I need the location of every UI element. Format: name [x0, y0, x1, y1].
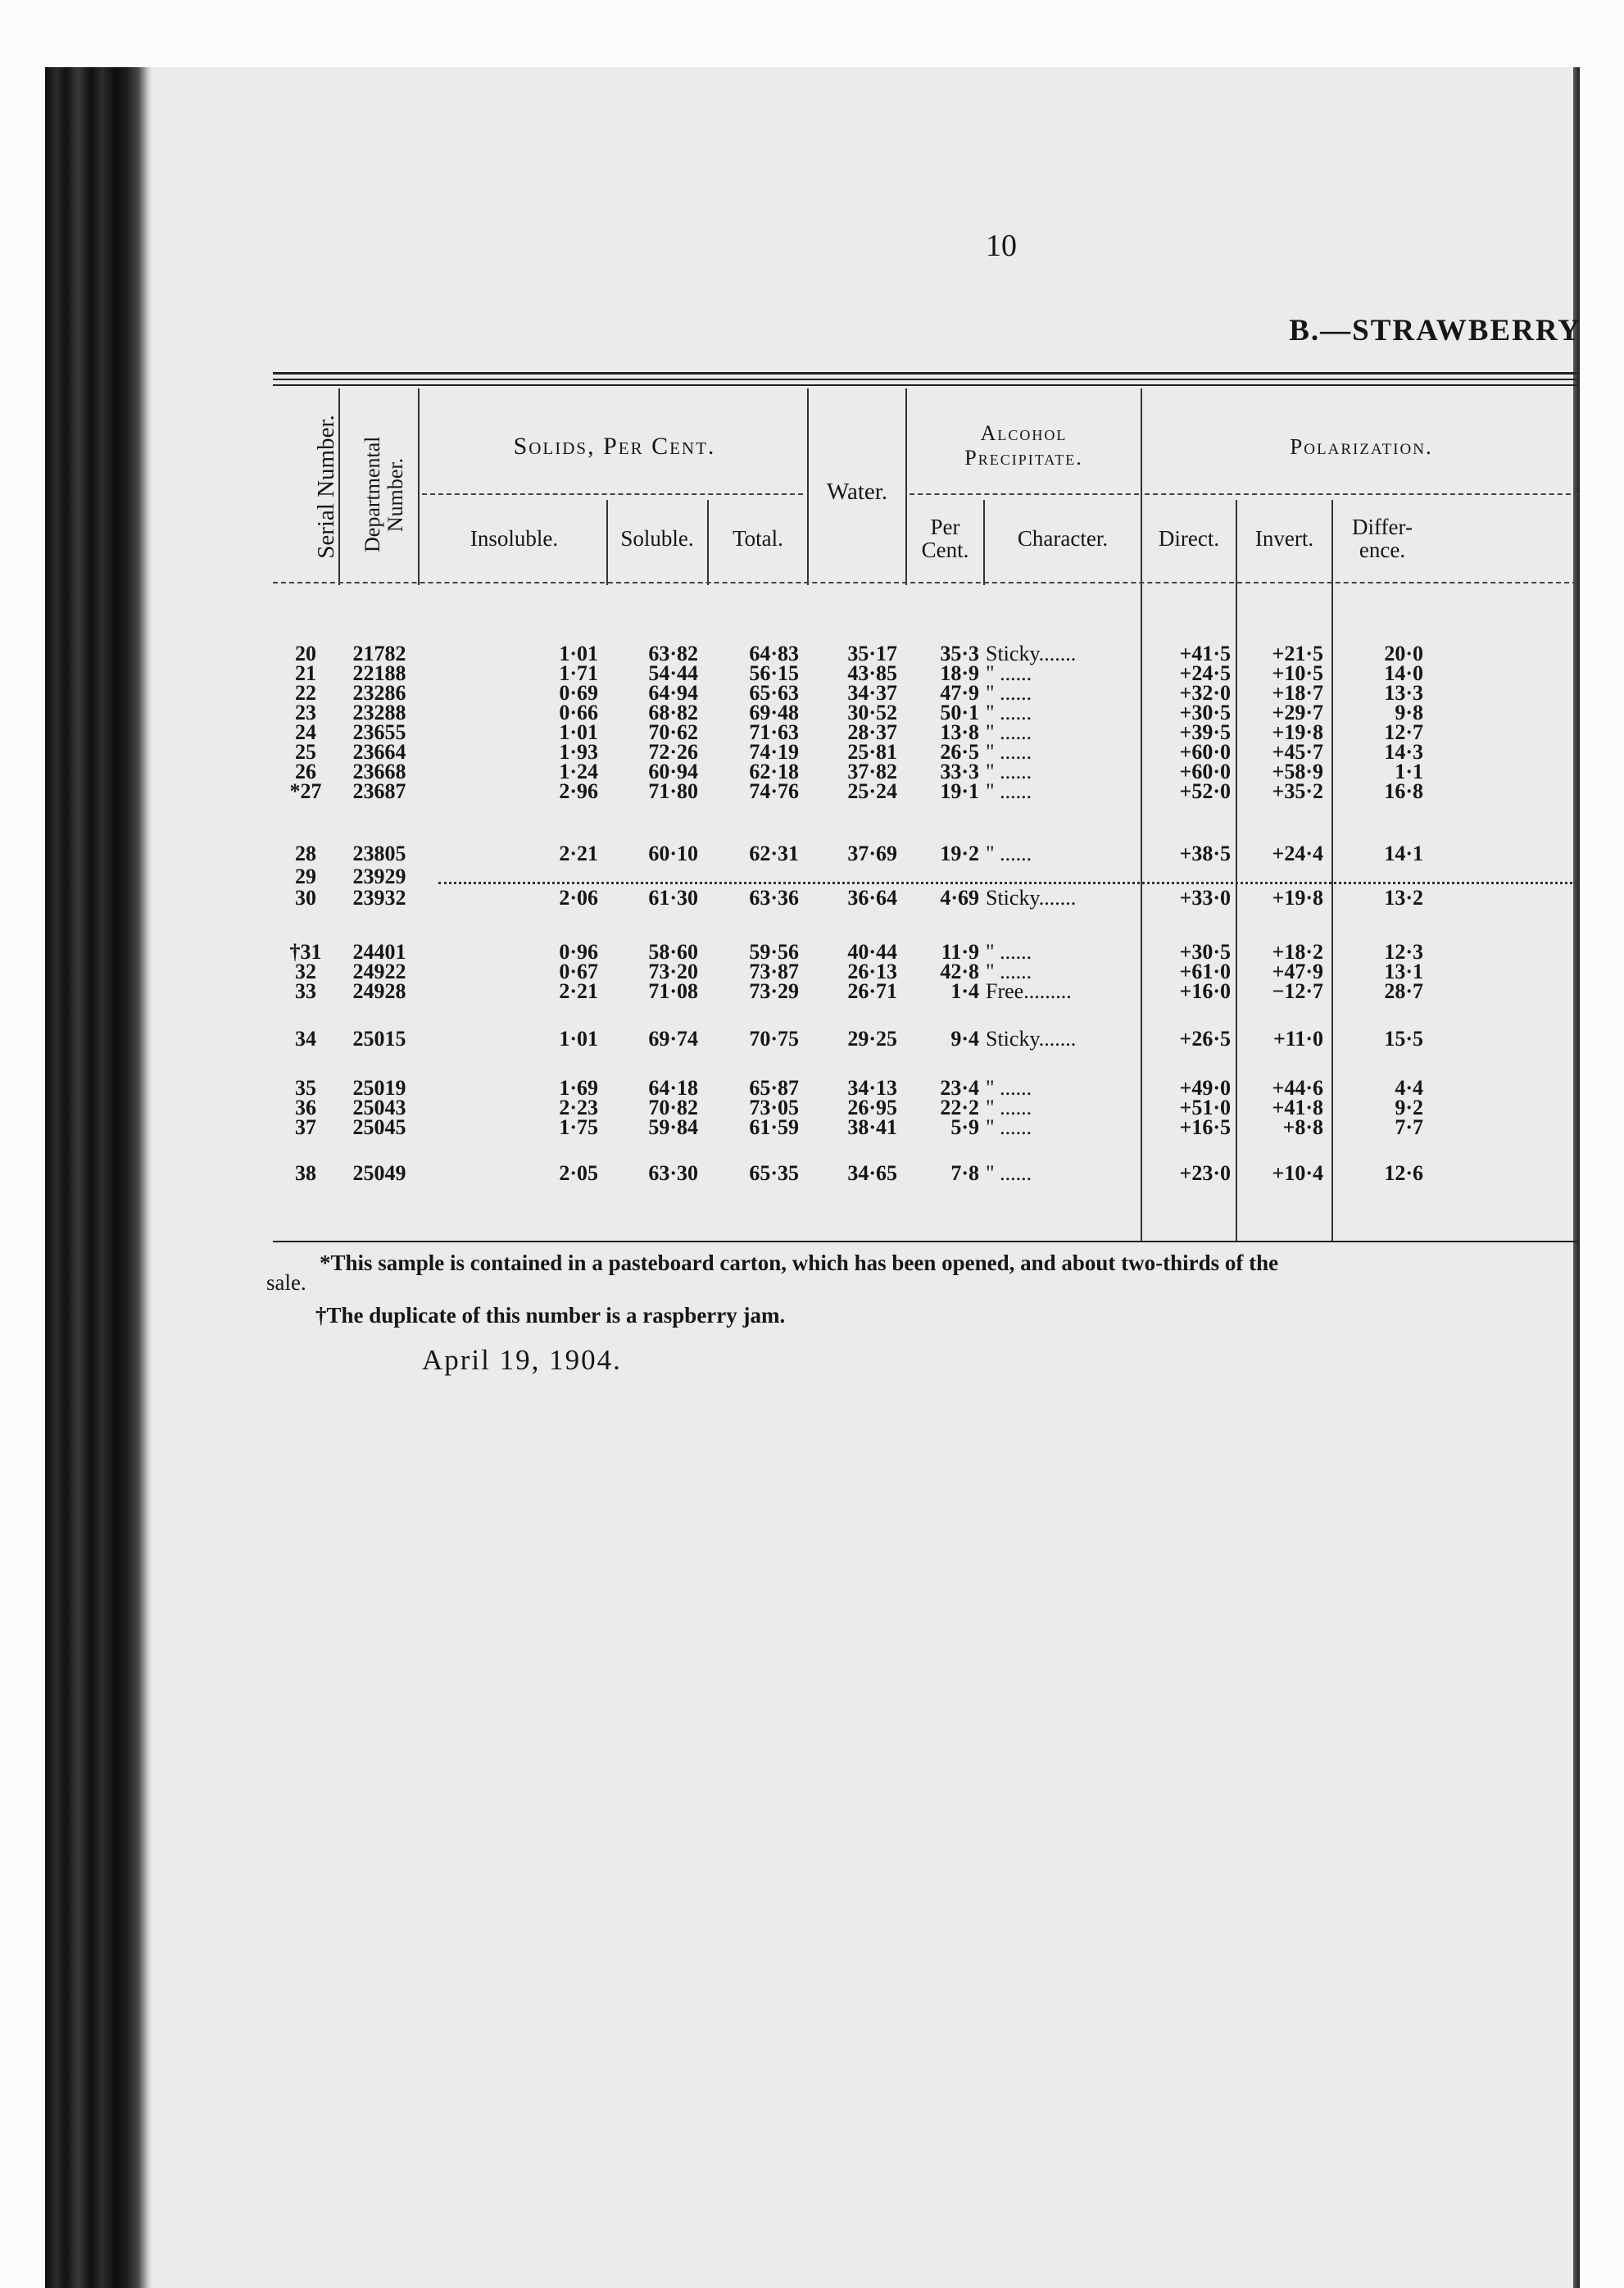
cell-per-cent: 4·69	[940, 886, 979, 910]
cell-difference: 7·7	[1395, 1115, 1423, 1139]
cell-serial: 29	[295, 865, 316, 888]
cell-difference: 1·1	[1395, 760, 1423, 783]
cell-per-cent: 26·5	[940, 740, 979, 764]
header-soluble: Soluble.	[620, 526, 694, 551]
cell-invert: +19·8	[1272, 720, 1323, 744]
cell-per-cent: 50·1	[940, 701, 979, 724]
cell-insoluble: 2·06	[559, 886, 598, 910]
empty-row-leader	[438, 882, 1577, 884]
cell-water: 25·24	[847, 779, 897, 803]
cell-difference: 13·2	[1384, 886, 1423, 910]
cell-insoluble: 1·69	[559, 1076, 598, 1100]
header-character: Character.	[1017, 526, 1109, 551]
cell-water: 35·17	[847, 642, 897, 665]
cell-soluble: 73·20	[648, 960, 698, 983]
cell-per-cent: 5·9	[950, 1115, 979, 1139]
table-top-rule-3	[273, 384, 1577, 386]
cell-serial: 38	[295, 1161, 316, 1185]
cell-total: 73·87	[749, 960, 799, 983]
cell-difference: 14·3	[1384, 740, 1423, 764]
cell-departmental: 23286	[352, 681, 406, 705]
cell-insoluble: 0·67	[559, 960, 598, 983]
cell-character: " ......	[986, 661, 1032, 685]
cell-difference: 20·0	[1384, 642, 1423, 665]
cell-invert: +29·7	[1272, 701, 1323, 724]
cell-direct: +16·0	[1179, 979, 1231, 1003]
cell-insoluble: 2·05	[559, 1161, 598, 1185]
cell-direct: +61·0	[1179, 960, 1231, 983]
cell-serial: 21	[295, 661, 316, 685]
page-right-edge	[1573, 67, 1580, 2288]
cell-serial: 34	[295, 1027, 316, 1051]
cell-invert: +8·8	[1282, 1115, 1323, 1139]
cell-difference: 14·1	[1384, 842, 1423, 865]
cell-departmental: 23655	[352, 720, 406, 744]
cell-serial: 26	[295, 760, 316, 783]
cell-direct: +60·0	[1179, 760, 1231, 783]
cell-direct: +32·0	[1179, 681, 1231, 705]
header-water: Water.	[826, 479, 888, 505]
cell-difference: 9·8	[1395, 701, 1423, 724]
cell-water: 26·13	[847, 960, 897, 983]
cell-difference: 9·2	[1395, 1096, 1423, 1119]
cell-water: 37·69	[847, 842, 897, 865]
cell-serial: 30	[295, 886, 316, 910]
cell-soluble: 63·30	[648, 1161, 698, 1185]
cell-soluble: 71·08	[648, 979, 698, 1003]
cell-difference: 4·4	[1395, 1076, 1423, 1100]
cell-character: " ......	[986, 720, 1032, 744]
cell-character: Sticky.......	[986, 642, 1077, 665]
page-heading: B.—STRAWBERRY	[1289, 314, 1581, 347]
cell-total: 65·35	[749, 1161, 799, 1185]
cell-soluble: 60·94	[648, 760, 698, 783]
cell-water: 34·37	[847, 681, 897, 705]
header-alcohol-line1: Alcohol	[980, 421, 1068, 445]
cell-per-cent: 11·9	[941, 940, 979, 964]
cell-soluble: 60·10	[648, 842, 698, 865]
cell-serial: 33	[295, 979, 316, 1003]
cell-direct: +52·0	[1179, 779, 1231, 803]
cell-total: 71·63	[749, 720, 799, 744]
cell-difference: 13·1	[1384, 960, 1423, 983]
cell-departmental: 24922	[352, 960, 406, 983]
header-solids-group: Solids, Per Cent.	[513, 433, 716, 460]
cell-total: 56·15	[749, 661, 799, 685]
cell-difference: 12·6	[1384, 1161, 1423, 1185]
cell-difference: 28·7	[1384, 979, 1423, 1003]
group-rule-solids	[422, 493, 803, 495]
cell-water: 30·52	[847, 701, 897, 724]
cell-difference: 12·3	[1384, 940, 1423, 964]
cell-character: " ......	[986, 740, 1032, 764]
table-bottom-rule	[273, 1241, 1577, 1242]
cell-total: 65·63	[749, 681, 799, 705]
cell-invert: +47·9	[1272, 960, 1323, 983]
cell-soluble: 61·30	[648, 886, 698, 910]
cell-character: Sticky.......	[986, 1027, 1077, 1051]
cell-serial: 36	[295, 1096, 316, 1119]
footnote-star-line1: *This sample is contained in a pasteboard carton, which has been opened, and about two-thirds of the	[320, 1251, 1279, 1275]
cell-water: 43·85	[847, 661, 897, 685]
cell-insoluble: 0·66	[559, 701, 598, 724]
cell-insoluble: 1·71	[559, 661, 598, 685]
cell-serial: 22	[295, 681, 316, 705]
col-divider	[418, 388, 420, 585]
cell-soluble: 68·82	[648, 701, 698, 724]
cell-total: 70·75	[749, 1027, 799, 1051]
cell-direct: +39·5	[1179, 720, 1231, 744]
cell-insoluble: 2·96	[559, 779, 598, 803]
page-number: 10	[986, 229, 1017, 263]
cell-departmental: 21782	[352, 642, 406, 665]
group-rule-polarization	[1145, 493, 1579, 495]
cell-direct: +26·5	[1179, 1027, 1231, 1051]
header-bottom-rule	[273, 582, 1577, 583]
cell-per-cent: 19·1	[940, 779, 979, 803]
group-rule-alcohol	[910, 493, 1139, 495]
cell-departmental: 23932	[352, 886, 406, 910]
cell-direct: +41·5	[1179, 642, 1231, 665]
cell-character: " ......	[986, 1161, 1032, 1185]
cell-direct: +30·5	[1179, 940, 1231, 964]
cell-invert: +10·5	[1272, 661, 1323, 685]
cell-character: " ......	[986, 701, 1032, 724]
cell-soluble: 54·44	[648, 661, 698, 685]
cell-soluble: 71·80	[648, 779, 698, 803]
cell-per-cent: 18·9	[940, 661, 979, 685]
cell-insoluble: 2·21	[559, 979, 598, 1003]
cell-invert: +41·8	[1272, 1096, 1323, 1119]
cell-departmental: 25045	[352, 1115, 406, 1139]
cell-water: 34·65	[847, 1161, 897, 1185]
cell-per-cent: 33·3	[940, 760, 979, 783]
cell-difference: 14·0	[1384, 661, 1423, 685]
cell-insoluble: 1·01	[559, 1027, 598, 1051]
cell-character: " ......	[986, 760, 1032, 783]
cell-insoluble: 1·01	[559, 720, 598, 744]
header-alcohol-line2: Precipitate.	[964, 446, 1083, 470]
cell-insoluble: 1·75	[559, 1115, 598, 1139]
cell-total: 62·18	[749, 760, 799, 783]
cell-departmental: 23668	[352, 760, 406, 783]
cell-character: " ......	[986, 960, 1032, 983]
table-top-rule	[273, 372, 1577, 375]
cell-soluble: 69·74	[648, 1027, 698, 1051]
cell-insoluble: 1·93	[559, 740, 598, 764]
cell-serial: 25	[295, 740, 316, 764]
cell-invert: +24·4	[1272, 842, 1323, 865]
cell-character: " ......	[986, 940, 1032, 964]
cell-departmental: 23687	[352, 779, 406, 803]
header-departmental-text: Departmental Number.	[361, 436, 407, 552]
header-polarization-group: Polarization.	[1290, 434, 1433, 459]
cell-invert: +18·2	[1272, 940, 1323, 964]
cell-difference: 13·3	[1384, 681, 1423, 705]
cell-invert: +19·8	[1272, 886, 1323, 910]
cell-invert: +44·6	[1272, 1076, 1323, 1100]
header-direct: Direct.	[1158, 526, 1220, 551]
cell-difference: 12·7	[1384, 720, 1423, 744]
cell-insoluble: 2·21	[559, 842, 598, 865]
cell-water: 29·25	[847, 1027, 897, 1051]
cell-total: 62·31	[749, 842, 799, 865]
cell-character: " ......	[986, 681, 1032, 705]
table-top-rule-2	[273, 379, 1577, 380]
cell-water: 25·81	[847, 740, 897, 764]
cell-character: " ......	[986, 779, 1032, 803]
cell-total: 74·19	[749, 740, 799, 764]
cell-character: Free.........	[986, 979, 1072, 1003]
document-date: April 19, 1904.	[422, 1344, 622, 1376]
cell-invert: +58·9	[1272, 760, 1323, 783]
cell-total: 64·83	[749, 642, 799, 665]
cell-insoluble: 2·23	[559, 1096, 598, 1119]
cell-water: 38·41	[847, 1115, 897, 1139]
cell-character: Sticky.......	[986, 886, 1077, 910]
cell-direct: +51·0	[1179, 1096, 1231, 1119]
cell-total: 61·59	[749, 1115, 799, 1139]
footnote-dagger: †The duplicate of this number is a raspberry jam.	[315, 1303, 786, 1328]
cell-per-cent: 42·8	[940, 960, 979, 983]
cell-departmental: 25019	[352, 1076, 406, 1100]
cell-serial: 37	[295, 1115, 316, 1139]
cell-serial: 20	[295, 642, 316, 665]
cell-departmental: 24928	[352, 979, 406, 1003]
cell-direct: +38·5	[1179, 842, 1231, 865]
cell-water: 37·82	[847, 760, 897, 783]
cell-difference: 15·5	[1384, 1027, 1423, 1051]
cell-direct: +49·0	[1179, 1076, 1231, 1100]
cell-direct: +23·0	[1179, 1161, 1231, 1185]
cell-soluble: 70·62	[648, 720, 698, 744]
cell-water: 28·37	[847, 720, 897, 744]
cell-departmental: 25015	[352, 1027, 406, 1051]
cell-invert: +10·4	[1272, 1161, 1323, 1185]
cell-per-cent: 1·4	[950, 979, 979, 1003]
cell-direct: +30·5	[1179, 701, 1231, 724]
cell-total: 59·56	[749, 940, 799, 964]
cell-direct: +33·0	[1179, 886, 1231, 910]
cell-character: " ......	[986, 1076, 1032, 1100]
cell-direct: +24·5	[1179, 661, 1231, 685]
cell-water: 36·64	[847, 886, 897, 910]
cell-total: 73·29	[749, 979, 799, 1003]
cell-soluble: 64·94	[648, 681, 698, 705]
header-serial-number: Serial Number.	[313, 415, 339, 559]
cell-invert: +21·5	[1272, 642, 1323, 665]
cell-soluble: 59·84	[648, 1115, 698, 1139]
cell-serial: 24	[295, 720, 316, 744]
cell-invert: +45·7	[1272, 740, 1323, 764]
cell-soluble: 63·82	[648, 642, 698, 665]
cell-total: 63·36	[749, 886, 799, 910]
cell-water: 26·95	[847, 1096, 897, 1119]
cell-insoluble: 0·69	[559, 681, 598, 705]
cell-serial: †31	[289, 940, 322, 964]
header-difference-line1: Differ-	[1352, 515, 1413, 539]
footnote-star-line2: sale.	[266, 1270, 306, 1295]
cell-per-cent: 7·8	[950, 1161, 979, 1185]
cell-serial: 32	[295, 960, 316, 983]
cell-departmental: 24401	[352, 940, 406, 964]
cell-water: 26·71	[847, 979, 897, 1003]
cell-serial: 35	[295, 1076, 316, 1100]
cell-departmental: 23288	[352, 701, 406, 724]
cell-per-cent: 9·4	[950, 1027, 979, 1051]
cell-invert: +35·2	[1272, 779, 1323, 803]
book-binding-edge	[45, 67, 152, 2288]
cell-per-cent: 19·2	[940, 842, 979, 865]
cell-character: " ......	[986, 1096, 1032, 1119]
cell-total: 74·76	[749, 779, 799, 803]
header-departmental-number	[361, 401, 411, 589]
cell-invert: +18·7	[1272, 681, 1323, 705]
cell-total: 65·87	[749, 1076, 799, 1100]
cell-per-cent: 13·8	[940, 720, 979, 744]
cell-difference: 16·8	[1384, 779, 1423, 803]
cell-soluble: 64·18	[648, 1076, 698, 1100]
cell-serial: *27	[289, 779, 322, 803]
cell-per-cent: 35·3	[940, 642, 979, 665]
document-page	[152, 67, 1581, 2288]
cell-character: " ......	[986, 842, 1032, 865]
cell-insoluble: 1·01	[559, 642, 598, 665]
cell-serial: 28	[295, 842, 316, 865]
header-difference-line2: ence.	[1359, 538, 1406, 562]
header-total: Total.	[733, 526, 783, 551]
cell-per-cent: 23·4	[940, 1076, 979, 1100]
cell-total: 69·48	[749, 701, 799, 724]
cell-water: 40·44	[847, 940, 897, 964]
cell-insoluble: 0·96	[559, 940, 598, 964]
cell-water: 34·13	[847, 1076, 897, 1100]
cell-insoluble: 1·24	[559, 760, 598, 783]
cell-departmental: 23664	[352, 740, 406, 764]
cell-departmental: 23929	[352, 865, 406, 888]
cell-per-cent: 47·9	[940, 681, 979, 705]
header-insoluble: Insoluble.	[470, 526, 559, 551]
cell-character: " ......	[986, 1115, 1032, 1139]
header-per-cent-line2: Cent.	[921, 538, 969, 562]
cell-invert: −12·7	[1272, 979, 1323, 1003]
header-per-cent-line1: Per	[930, 515, 960, 539]
cell-direct: +60·0	[1179, 740, 1231, 764]
cell-departmental: 25049	[352, 1161, 406, 1185]
cell-soluble: 58·60	[648, 940, 698, 964]
cell-serial: 23	[295, 701, 316, 724]
cell-direct: +16·5	[1179, 1115, 1231, 1139]
cell-soluble: 72·26	[648, 740, 698, 764]
cell-total: 73·05	[749, 1096, 799, 1119]
cell-per-cent: 22·2	[940, 1096, 979, 1119]
cell-departmental: 23805	[352, 842, 406, 865]
cell-departmental: 22188	[352, 661, 406, 685]
cell-departmental: 25043	[352, 1096, 406, 1119]
cell-soluble: 70·82	[648, 1096, 698, 1119]
cell-invert: +11·0	[1272, 1027, 1323, 1051]
header-invert: Invert.	[1254, 526, 1314, 551]
